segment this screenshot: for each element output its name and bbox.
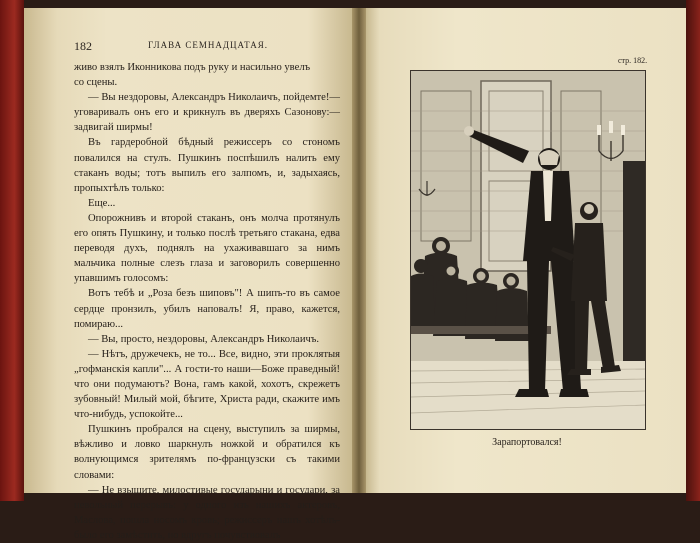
paragraph: Еще... xyxy=(88,197,116,209)
book-cover-right xyxy=(686,0,700,501)
book-gutter xyxy=(352,8,366,493)
paragraph: — Нѣтъ, дружечекъ, не то... Все, видно, эти проклятыя „гофманскія капли"... А гости-то наши—Боже праведный! что они подумаютъ? Вона, гамъ какой, хохотъ, скрежетъ зубовный! Милый мой, бѣгите, Христа ради, скажите имъ что-нибудь, успокойте... xyxy=(74,348,340,421)
paragraph: Опорожнивъ и второй стаканъ, онъ молча протянулъ его опять Пушкину, и только послѣ третьяго стакана, едва переводя духъ, поднялъ на ухаживавшаго за нимъ мальчика полные слезъ глаза и заговорилъ совершенно упавшимъ голосомъ: xyxy=(74,212,340,285)
paragraph: — Вы нездоровы, Александръ Николаичъ, пойдемте!—уговаривалъ онъ его и крикнулъ въ дверяхъ Сазонову:—задвигай ширмы! xyxy=(74,92,340,134)
paragraph: живо взялъ Иконникова подъ руку и насильно увелъ xyxy=(74,62,311,73)
paragraph: — Не взыщите, милостивые государыни и государи, за невольный перерывъ: у одного изъ нашихъ актеровъ, Маслова, пошла носомъ кровь; режиссеръ нашъ хотѣлъ-было его замѣстить, но вдругъ почувствовалъ xyxy=(74,484,340,541)
paragraph: — Вы, просто, нездоровы, Александръ Николаичъ. xyxy=(88,333,319,345)
paragraph: Въ гардеробной бѣдный режиссеръ со стономъ повалился на стулъ. Пушкинъ поспѣшилъ налить ему стаканъ воды; тотъ выпилъ его залпомъ, и, задыхаясь, пропыхтѣлъ только: xyxy=(74,137,340,194)
chapter-title: ГЛАВА СЕМНАДЦАТАЯ. xyxy=(148,40,268,50)
book-cover-left xyxy=(0,0,24,501)
engraving-svg xyxy=(411,71,645,429)
body-text xyxy=(74,60,340,543)
page-number: 182 xyxy=(74,39,92,53)
running-header xyxy=(74,39,344,53)
paragraph: Вотъ тебѣ и „Роза безъ шиповъ"! А шипъ-то въ самое сердце пронзилъ, убилъ наповалъ! Я, право, кажется, помираю... xyxy=(74,288,340,330)
paragraph: со сцены. xyxy=(74,77,118,89)
plate-page-label: стр. 182. xyxy=(618,56,648,65)
paragraph: Пушкинъ пробрался на сцену, выступилъ за ширмы, вѣжливо и ловко шаркнулъ ножкой и обратился къ волнующимся зрителямъ по-французски съ такими словами: xyxy=(74,424,340,481)
illustration-caption: Зарапортовался! xyxy=(492,437,562,448)
engraving-illustration xyxy=(410,70,646,430)
